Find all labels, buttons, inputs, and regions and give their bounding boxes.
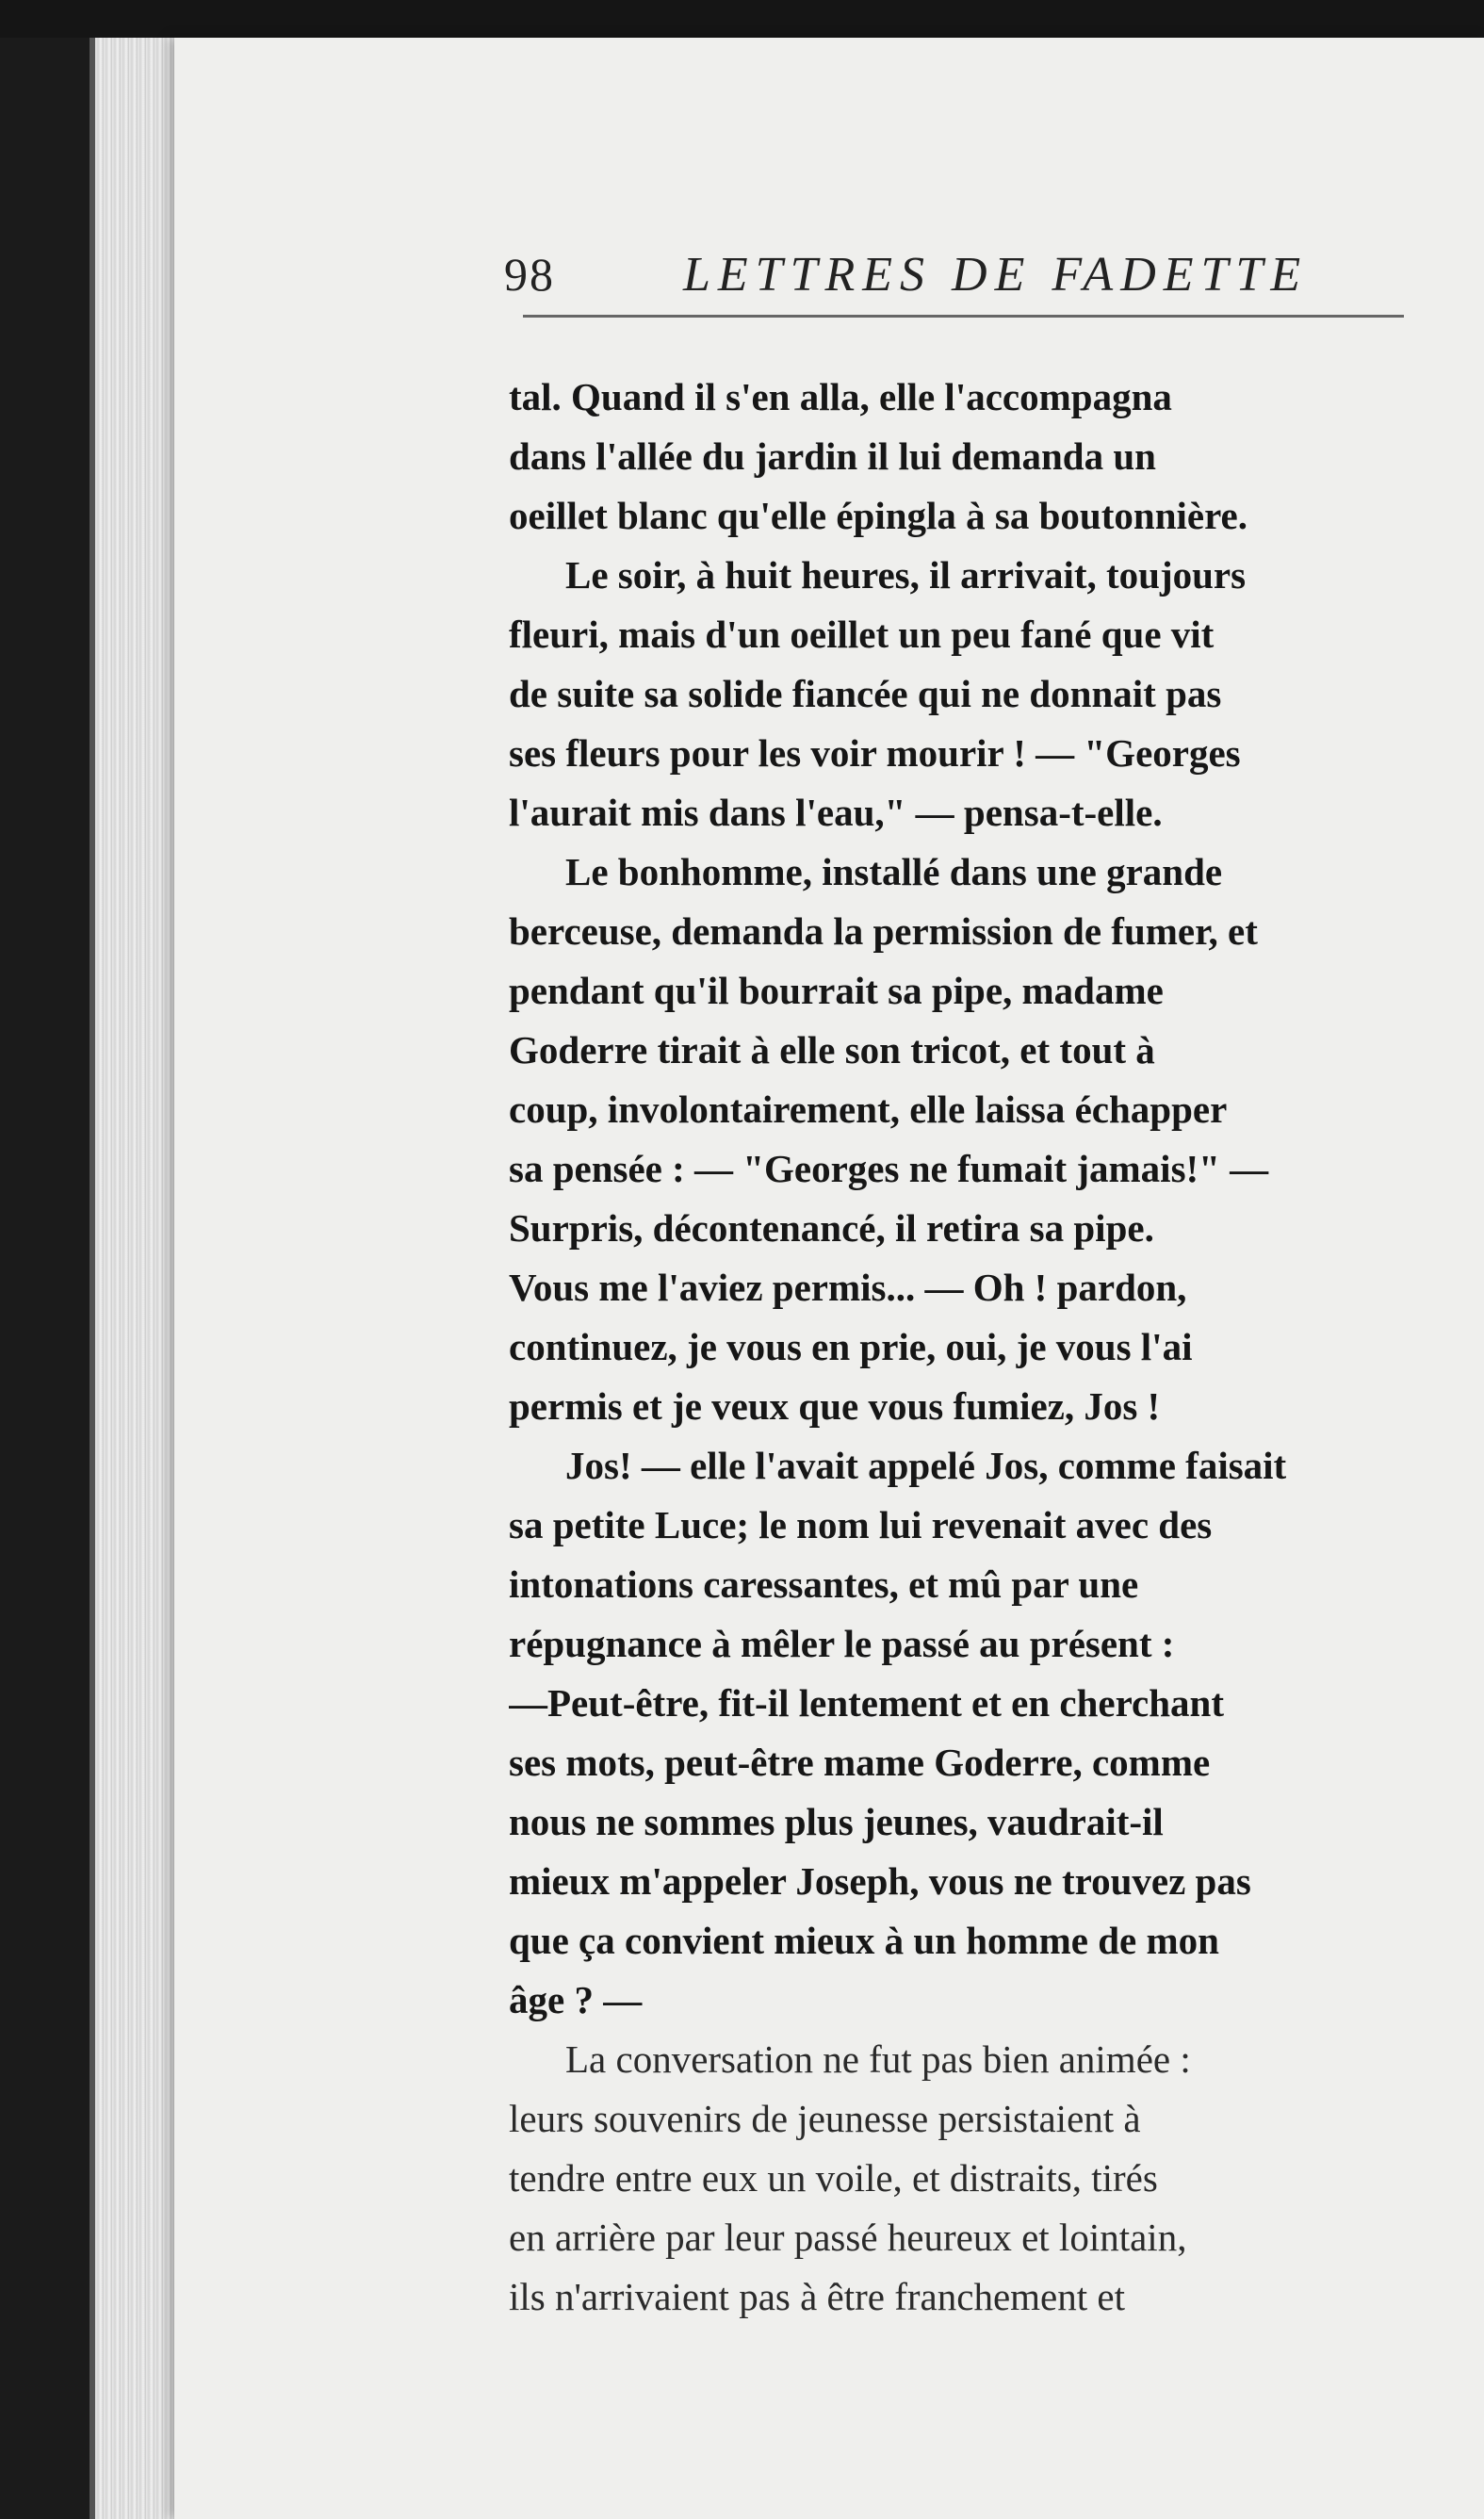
running-head: LETTRES DE FADETTE	[683, 248, 1309, 302]
text-line: que ça convient mieux à un homme de mon	[509, 1919, 1219, 1962]
text-line: berceuse, demanda la permission de fumer, et	[509, 909, 1258, 953]
text-line: Surpris, décontenancé, il retira sa pipe.	[509, 1206, 1154, 1250]
text-line: répugnance à mêler le passé au présent :	[509, 1622, 1175, 1665]
page-number: 98	[504, 248, 555, 301]
text-line: en arrière par leur passé heureux et lointain,	[509, 2216, 1187, 2259]
text-line: mieux m'appeler Joseph, vous ne trouvez pas	[509, 1859, 1251, 1903]
text-line: intonations caressantes, et mû par une	[509, 1562, 1139, 1606]
body-text	[509, 368, 1451, 2327]
text-line: fleuri, mais d'un oeillet un peu fané que vit	[509, 613, 1215, 656]
text-line: permis et je veux que vous fumiez, Jos !	[509, 1384, 1161, 1428]
text-line: coup, involontairement, elle laissa échapper	[509, 1088, 1228, 1131]
text-line: Goderre tirait à elle son tricot, et tout à	[509, 1028, 1155, 1071]
text-line: tal. Quand il s'en alla, elle l'accompagna	[509, 375, 1172, 418]
text-line: leurs souvenirs de jeunesse persistaient à	[509, 2097, 1141, 2140]
text-line: ses fleurs pour les voir mourir ! — "Georges	[509, 731, 1241, 775]
text-line: sa pensée : — "Georges ne fumait jamais!" —	[509, 1147, 1269, 1190]
text-line: de suite sa solide fiancée qui ne donnait pas	[509, 672, 1222, 715]
text-line: âge ? —	[509, 1978, 643, 2021]
text-line: l'aurait mis dans l'eau," — pensa-t-elle.	[509, 791, 1163, 834]
text-line: Vous me l'aviez permis... — Oh ! pardon,	[509, 1266, 1187, 1309]
text-line: continuez, je vous en prie, oui, je vous l'ai	[509, 1325, 1193, 1368]
text-line: Le soir, à huit heures, il arrivait, toujours	[565, 553, 1247, 597]
text-line: sa petite Luce; le nom lui revenait avec des	[509, 1503, 1213, 1546]
text-line: Le bonhomme, installé dans une grande	[565, 850, 1223, 893]
text-line: Jos! — elle l'avait appelé Jos, comme faisait	[565, 1444, 1287, 1487]
scan-top-border	[0, 0, 1484, 38]
text-line: oeillet blanc qu'elle épingla à sa boutonnière.	[509, 494, 1248, 537]
text-line: ils n'arrivaient pas à être franchement et	[509, 2275, 1125, 2318]
text-line: ses mots, peut-être mame Goderre, comme	[509, 1741, 1211, 1784]
text-line: dans l'allée du jardin il lui demanda un	[509, 434, 1156, 478]
page-header	[504, 247, 1352, 313]
text-line: nous ne sommes plus jeunes, vaudrait-il	[509, 1800, 1164, 1843]
header-rule	[523, 315, 1404, 318]
text-line: —Peut-être, fit-il lentement et en cherchant	[509, 1681, 1225, 1725]
text-line: tendre entre eux un voile, et distraits, tirés	[509, 2156, 1158, 2200]
text-line: pendant qu'il bourrait sa pipe, madame	[509, 969, 1164, 1012]
text-line: La conversation ne fut pas bien animée :	[565, 2037, 1191, 2081]
